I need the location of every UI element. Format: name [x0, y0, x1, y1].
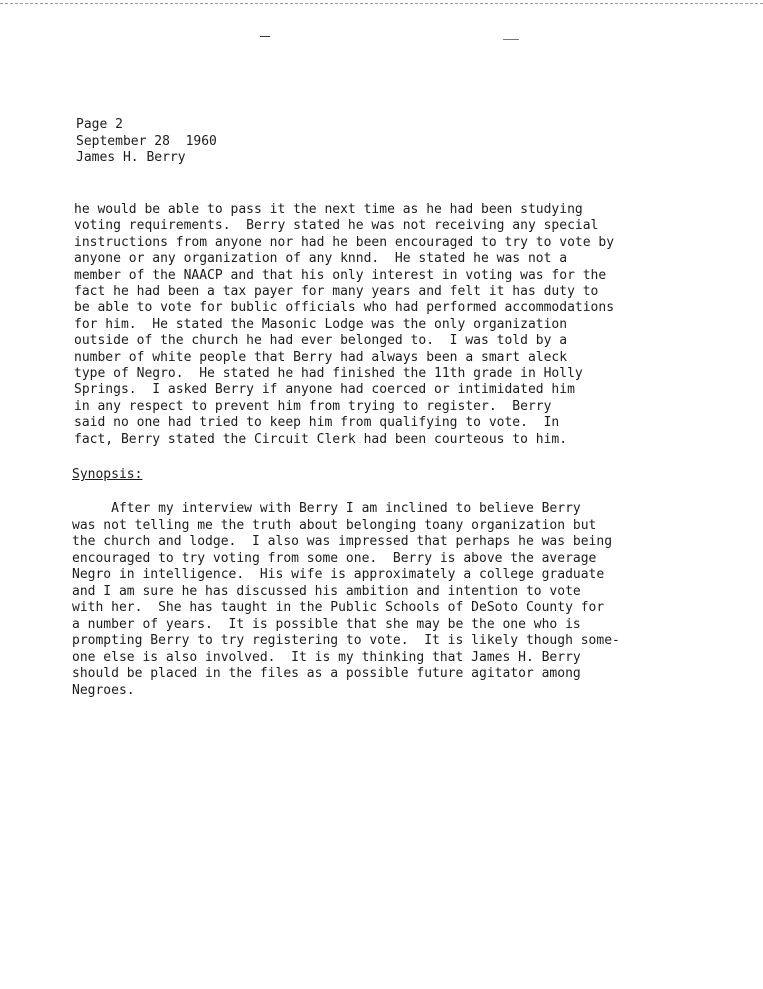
- body-line: type of Negro. He stated he had finished the 11th grade in Holly: [74, 366, 583, 382]
- letter-date: September 28 1960: [76, 133, 217, 149]
- body-line: in any respect to prevent him from trying to register. Berry: [74, 398, 552, 414]
- body-line: Springs. I asked Berry if anyone had coerced or intimidated him: [74, 382, 575, 398]
- synopsis-heading: Synopsis:: [72, 467, 143, 482]
- body-line: outside of the church he had ever belonged to. I was told by a: [74, 333, 568, 349]
- synopsis-line: and I am sure he has discussed his ambition and intention to vote: [72, 583, 581, 599]
- scan-mark: [260, 36, 270, 37]
- subject-name: James H. Berry: [76, 150, 186, 165]
- body-line: anyone or any organization of any knnd. He stated he was not a: [74, 251, 568, 267]
- synopsis-line: should be placed in the files as a possible future agitator among: [72, 666, 581, 681]
- synopsis-line: Negroes.: [72, 682, 135, 698]
- perforated-top-edge: [0, 3, 763, 4]
- synopsis-body: [72, 501, 712, 699]
- letter-header: [76, 117, 217, 167]
- body-line: fact, Berry stated the Circuit Clerk had been courteous to him.: [74, 431, 568, 447]
- body-line: said no one had tried to keep him from qualifying to vote. In: [74, 415, 560, 431]
- synopsis-line: After my interview with Berry I am inclined to believe Berry: [72, 501, 581, 516]
- synopsis-line: was not telling me the truth about belonging toany organization but: [72, 517, 597, 533]
- body-line: instructions from anyone nor had he been encouraged to try to vote by: [74, 234, 615, 250]
- synopsis-line: prompting Berry to try registering to vote. It is likely though some-: [72, 633, 620, 648]
- synopsis-line: encouraged to try voting from some one. Berry is above the average: [72, 550, 597, 566]
- body-line: member of the NAACP and that his only interest in voting was for the: [74, 267, 607, 283]
- body-line: fact he had been a tax payer for many years and felt it has duty to: [74, 284, 599, 300]
- synopsis-line: Negro in intelligence. His wife is approximately a college graduate: [72, 567, 605, 582]
- body-line: be able to vote for bublic officials who had performed accommodations: [74, 300, 615, 316]
- report-body: [74, 202, 714, 448]
- body-line: for him. He stated the Masonic Lodge was the only organization: [74, 316, 568, 332]
- body-line: number of white people that Berry had always been a smart aleck: [74, 349, 568, 365]
- page-number: Page 2: [76, 117, 123, 132]
- body-line: he would be able to pass it the next time as he had been studying: [74, 202, 583, 217]
- body-line: voting requirements. Berry stated he was not receiving any special: [74, 218, 599, 234]
- synopsis-line: with her. She has taught in the Public Schools of DeSoto County for: [72, 600, 605, 615]
- scan-mark: [503, 39, 519, 40]
- synopsis-line: one else is also involved. It is my thinking that James H. Berry: [72, 649, 581, 665]
- synopsis-line: the church and lodge. I also was impressed that perhaps he was being: [72, 534, 613, 549]
- synopsis-line: a number of years. It is possible that she may be the one who is: [72, 616, 581, 632]
